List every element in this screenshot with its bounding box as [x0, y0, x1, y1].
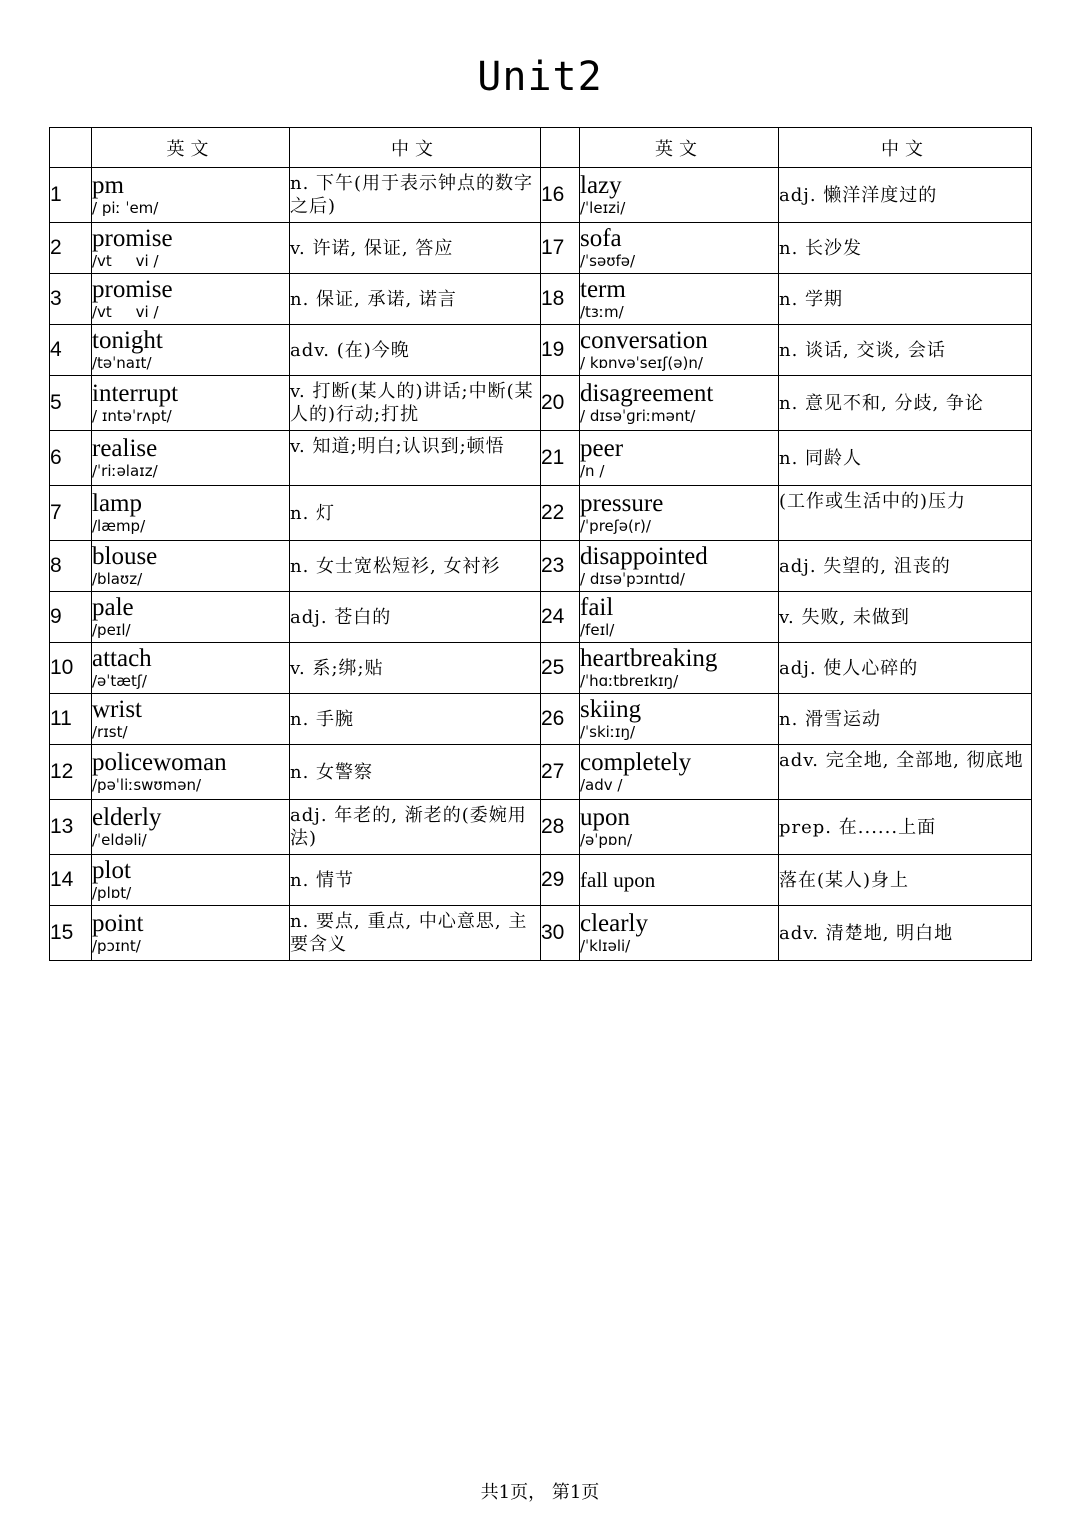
english-word: promise	[92, 225, 173, 252]
table-row	[50, 376, 1032, 431]
table-row	[50, 800, 1032, 855]
table-row	[50, 855, 1032, 906]
table-row	[50, 643, 1032, 694]
entry-chinese: adv. 清楚地, 明白地	[779, 906, 1032, 961]
entry-chinese: n. 谈话, 交谈, 会话	[779, 325, 1032, 376]
table-row	[50, 223, 1032, 274]
entry-english	[92, 376, 290, 431]
phonetic: /ˈhɑːtbreɪkɪŋ/	[580, 672, 679, 690]
header-english: 英文	[92, 128, 290, 168]
phonetic: /n /	[580, 462, 605, 480]
entry-english	[580, 800, 779, 855]
phonetic: /plɒt/	[92, 884, 132, 902]
entry-english	[92, 745, 290, 800]
entry-number: 12	[50, 745, 92, 800]
entry-english	[92, 223, 290, 274]
english-word: plot	[92, 857, 131, 884]
entry-english	[580, 223, 779, 274]
entry-english	[580, 906, 779, 961]
phonetic: /tɜːm/	[580, 303, 624, 321]
entry-number: 24	[541, 592, 580, 643]
entry-chinese: adv. 完全地, 全部地, 彻底地	[779, 745, 1032, 800]
phonetic: /ˈpreʃə(r)/	[580, 517, 651, 535]
english-word: blouse	[92, 543, 158, 570]
entry-english	[580, 643, 779, 694]
entry-chinese: prep. 在......上面	[779, 800, 1032, 855]
entry-chinese: n. 滑雪运动	[779, 694, 1032, 745]
entry-number: 16	[541, 168, 580, 223]
entry-chinese: n. 长沙发	[779, 223, 1032, 274]
entry-chinese: n. 意见不和, 分歧, 争论	[779, 376, 1032, 431]
entry-english	[92, 643, 290, 694]
header-chinese: 中文	[779, 128, 1032, 168]
entry-chinese: v. 失败, 未做到	[779, 592, 1032, 643]
entry-chinese: 落在(某人)身上	[779, 855, 1032, 906]
entry-english	[92, 325, 290, 376]
entry-english	[580, 855, 779, 906]
entry-chinese: v. 系;绑;贴	[290, 643, 541, 694]
english-word: promise	[92, 276, 173, 303]
entry-chinese: n. 保证, 承诺, 诺言	[290, 274, 541, 325]
english-word: tonight	[92, 327, 163, 354]
entry-number: 5	[50, 376, 92, 431]
phonetic: / ɪntəˈrʌpt/	[92, 407, 172, 425]
entry-chinese: v. 打断(某人的)讲话;中断(某人的)行动;打扰	[290, 376, 541, 431]
entry-english	[92, 800, 290, 855]
entry-number: 4	[50, 325, 92, 376]
entry-chinese: n. 下午(用于表示钟点的数字之后)	[290, 168, 541, 223]
entry-english	[580, 376, 779, 431]
phonetic: / dɪsəˈɡriːmənt/	[580, 407, 696, 425]
entry-number: 13	[50, 800, 92, 855]
english-word: disappointed	[580, 543, 708, 570]
entry-english	[92, 431, 290, 486]
entry-chinese: n. 同龄人	[779, 431, 1032, 486]
english-word: clearly	[580, 910, 649, 937]
english-word: heartbreaking	[580, 645, 718, 672]
entry-number: 19	[541, 325, 580, 376]
entry-number: 28	[541, 800, 580, 855]
entry-number: 6	[50, 431, 92, 486]
entry-chinese: n. 灯	[290, 486, 541, 541]
entry-chinese: (工作或生活中的)压力	[779, 486, 1032, 541]
table-row	[50, 541, 1032, 592]
english-word: upon	[580, 804, 630, 831]
entry-number: 29	[541, 855, 580, 906]
table-row	[50, 486, 1032, 541]
english-word: pm	[92, 172, 124, 199]
phonetic: / piː ˈem/	[92, 199, 159, 217]
entry-number: 1	[50, 168, 92, 223]
entry-english	[580, 694, 779, 745]
english-word: point	[92, 910, 144, 937]
entry-chinese: n. 学期	[779, 274, 1032, 325]
entry-chinese: adj. 苍白的	[290, 592, 541, 643]
entry-english	[580, 431, 779, 486]
entry-number: 9	[50, 592, 92, 643]
entry-chinese: adv. (在)今晚	[290, 325, 541, 376]
table-row	[50, 325, 1032, 376]
phonetic: /təˈnaɪt/	[92, 354, 152, 372]
entry-english	[580, 541, 779, 592]
english-word: realise	[92, 435, 158, 462]
phonetic: /blaʊz/	[92, 570, 143, 588]
table-row	[50, 274, 1032, 325]
phonetic: /ˈklɪəli/	[580, 937, 631, 955]
english-word: fail	[580, 594, 614, 621]
entry-english	[580, 168, 779, 223]
english-word: pale	[92, 594, 134, 621]
entry-chinese: v. 知道;明白;认识到;顿悟	[290, 431, 541, 486]
table-header-row	[50, 128, 1032, 168]
table-row	[50, 168, 1032, 223]
entry-number: 23	[541, 541, 580, 592]
entry-number: 7	[50, 486, 92, 541]
entry-english	[92, 541, 290, 592]
english-word: fall upon	[580, 868, 656, 892]
entry-english	[580, 486, 779, 541]
phonetic: /əˈtætʃ/	[92, 672, 147, 690]
entry-chinese: adj. 使人心碎的	[779, 643, 1032, 694]
entry-english	[92, 592, 290, 643]
entry-number: 2	[50, 223, 92, 274]
page-title: Unit2	[477, 54, 603, 100]
english-word: wrist	[92, 696, 142, 723]
page-footer: 共1页， 第1页	[480, 1482, 600, 1503]
english-word: disagreement	[580, 380, 714, 407]
entry-chinese: adj. 失望的, 沮丧的	[779, 541, 1032, 592]
phonetic: /vt vi /	[92, 303, 159, 321]
entry-chinese: n. 情节	[290, 855, 541, 906]
entry-english	[92, 274, 290, 325]
entry-number: 3	[50, 274, 92, 325]
english-word: policewoman	[92, 749, 227, 776]
phonetic: / dɪsəˈpɔɪntɪd/	[580, 570, 685, 588]
entry-number: 8	[50, 541, 92, 592]
english-word: peer	[580, 435, 624, 462]
phonetic: /pəˈliːswʊmən/	[92, 776, 202, 794]
entry-number: 22	[541, 486, 580, 541]
entry-number: 14	[50, 855, 92, 906]
table-row	[50, 694, 1032, 745]
english-word: sofa	[580, 225, 622, 252]
entry-english	[580, 592, 779, 643]
table-row	[50, 745, 1032, 800]
entry-chinese: adj. 懒洋洋度过的	[779, 168, 1032, 223]
entry-english	[92, 694, 290, 745]
entry-number: 26	[541, 694, 580, 745]
entry-number: 18	[541, 274, 580, 325]
table-body	[50, 168, 1032, 961]
entry-number: 10	[50, 643, 92, 694]
entry-number: 25	[541, 643, 580, 694]
phonetic: /pɔɪnt/	[92, 937, 141, 955]
entry-english	[580, 274, 779, 325]
phonetic: /peɪl/	[92, 621, 131, 639]
phonetic: /vt vi /	[92, 252, 159, 270]
entry-chinese: adj. 年老的, 渐老的(委婉用法)	[290, 800, 541, 855]
entry-number: 27	[541, 745, 580, 800]
english-word: lazy	[580, 172, 622, 199]
entry-number: 15	[50, 906, 92, 961]
entry-number: 30	[541, 906, 580, 961]
vocabulary-table	[49, 127, 1032, 961]
english-word: interrupt	[92, 380, 179, 407]
header-number	[541, 128, 580, 168]
english-word: pressure	[580, 490, 664, 517]
entry-chinese: n. 女警察	[290, 745, 541, 800]
phonetic: /rɪst/	[92, 723, 128, 741]
english-word: completely	[580, 749, 692, 776]
phonetic: /ˈsəʊfə/	[580, 252, 636, 270]
english-word: attach	[92, 645, 152, 672]
english-word: conversation	[580, 327, 708, 354]
entry-english	[92, 906, 290, 961]
table-row	[50, 906, 1032, 961]
entry-chinese: n. 手腕	[290, 694, 541, 745]
phonetic: / kɒnvəˈseɪʃ(ə)n/	[580, 354, 703, 372]
entry-number: 17	[541, 223, 580, 274]
entry-english	[92, 486, 290, 541]
entry-chinese: n. 女士宽松短衫, 女衬衫	[290, 541, 541, 592]
entry-chinese: n. 要点, 重点, 中心意思, 主要含义	[290, 906, 541, 961]
header-english: 英文	[580, 128, 779, 168]
entry-english	[580, 745, 779, 800]
phonetic: /ˈskiːɪŋ/	[580, 723, 636, 741]
phonetic: /əˈpɒn/	[580, 831, 633, 849]
entry-number: 20	[541, 376, 580, 431]
entry-chinese: v. 许诺, 保证, 答应	[290, 223, 541, 274]
phonetic: /ˈriːəlaɪz/	[92, 462, 158, 480]
english-word: term	[580, 276, 626, 303]
header-number	[50, 128, 92, 168]
table-row	[50, 431, 1032, 486]
english-word: skiing	[580, 696, 642, 723]
phonetic: /ˈleɪzi/	[580, 199, 626, 217]
phonetic: /adv /	[580, 776, 623, 794]
entry-english	[92, 855, 290, 906]
entry-number: 11	[50, 694, 92, 745]
phonetic: /ˈeldəli/	[92, 831, 147, 849]
entry-number: 21	[541, 431, 580, 486]
table-row	[50, 592, 1032, 643]
english-word: lamp	[92, 490, 142, 517]
entry-english	[580, 325, 779, 376]
phonetic: /læmp/	[92, 517, 146, 535]
english-word: elderly	[92, 804, 162, 831]
entry-english	[92, 168, 290, 223]
header-chinese: 中文	[290, 128, 541, 168]
phonetic: /feɪl/	[580, 621, 615, 639]
